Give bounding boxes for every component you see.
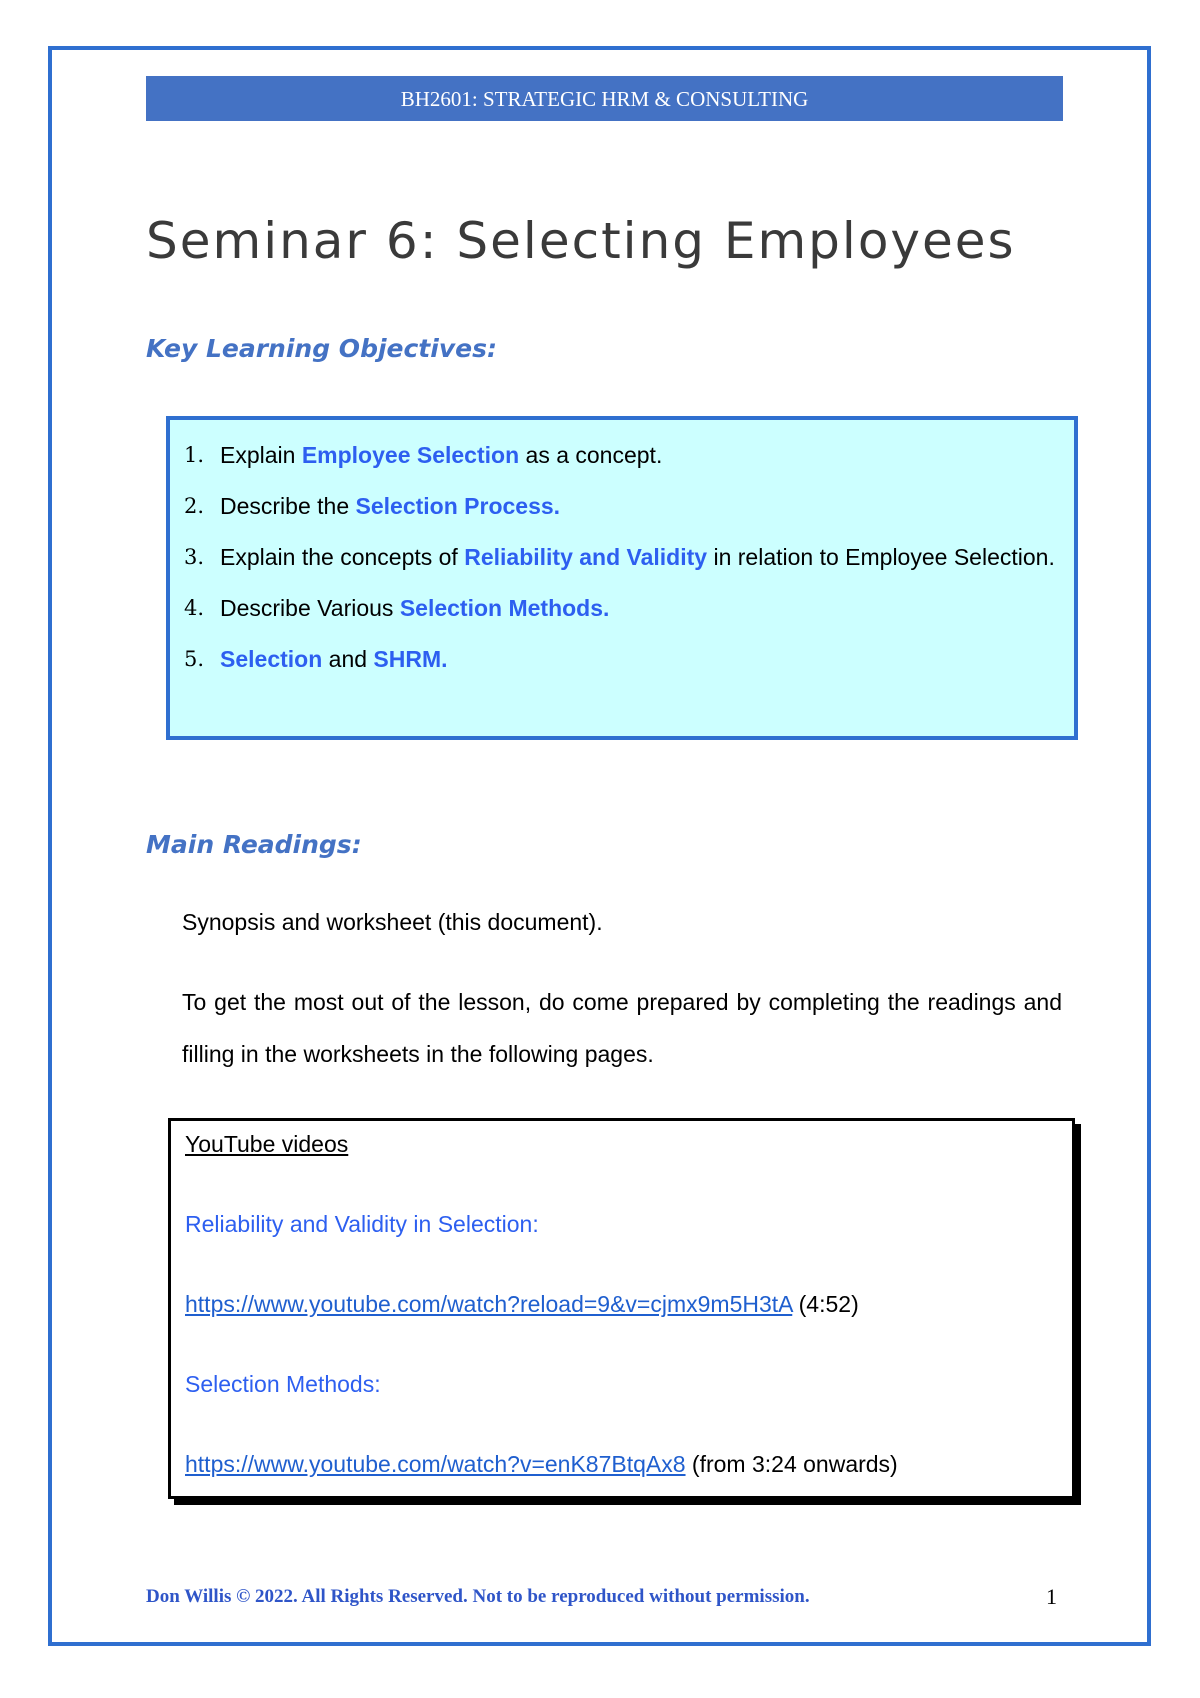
video-link[interactable]: https://www.youtube.com/watch?v=enK87BtqAx8: [185, 1451, 686, 1477]
objectives-list: [184, 430, 1064, 685]
video-link-line: [185, 1291, 859, 1318]
objective-highlight: Selection Methods.: [399, 595, 610, 621]
objective-number: 1.: [184, 443, 205, 467]
objective-highlight: Selection Process.: [355, 493, 561, 519]
objective-highlight: Employee Selection: [301, 442, 520, 468]
objective-item: [184, 634, 1064, 685]
videos-heading: YouTube videos: [185, 1131, 349, 1157]
objective-number: 2.: [184, 494, 205, 518]
video-label: Reliability and Validity in Selection:: [185, 1211, 539, 1237]
objective-text: Explain Employee Selection as a concept.: [220, 442, 663, 468]
video-link[interactable]: https://www.youtube.com/watch?reload=9&v=cjmx9m5H3tA: [185, 1291, 793, 1317]
readings-paragraph: Synopsis and worksheet (this document).: [182, 909, 603, 935]
objective-item: [184, 481, 1064, 532]
objective-text: Describe the Selection Process.: [220, 493, 561, 519]
video-duration: (4:52): [792, 1291, 859, 1317]
objective-text: Selection and SHRM.: [220, 646, 448, 672]
page-title: Seminar 6: Selecting Employees: [146, 212, 1016, 270]
objective-highlight: SHRM.: [373, 646, 448, 672]
course-header-text: BH2601: STRATEGIC HRM & CONSULTING: [400, 87, 809, 111]
course-header: [146, 76, 1063, 121]
footer-copyright: Don Willis © 2022. All Rights Reserved. Not to be reproduced without permission.: [146, 1586, 810, 1607]
objective-text: Describe Various Selection Methods.: [220, 595, 610, 621]
video-link-line: [185, 1451, 898, 1478]
objective-text: Explain the concepts of Reliability and Validity in relation to Employee Selection.: [220, 544, 1055, 570]
objective-highlight: Reliability and Validity: [464, 544, 708, 570]
readings-paragraph: To get the most out of the lesson, do come prepared by completing the readings and filling in the worksheets in the following pages.: [182, 989, 1062, 1067]
objective-item: [184, 532, 1064, 583]
readings-heading: Main Readings:: [146, 830, 362, 859]
videos-box: [168, 1118, 1075, 1499]
objective-number: 3.: [184, 545, 205, 569]
objective-number: 5.: [184, 647, 205, 671]
objectives-box: [166, 416, 1078, 740]
page-number: 1: [1046, 1584, 1057, 1609]
video-duration: (from 3:24 onwards): [685, 1451, 898, 1477]
objectives-heading: Key Learning Objectives:: [146, 334, 497, 363]
objective-highlight: Selection: [220, 646, 323, 672]
objective-item: [184, 583, 1064, 634]
video-label: Selection Methods:: [185, 1371, 381, 1397]
objective-item: [184, 430, 1064, 481]
objective-number: 4.: [184, 596, 205, 620]
